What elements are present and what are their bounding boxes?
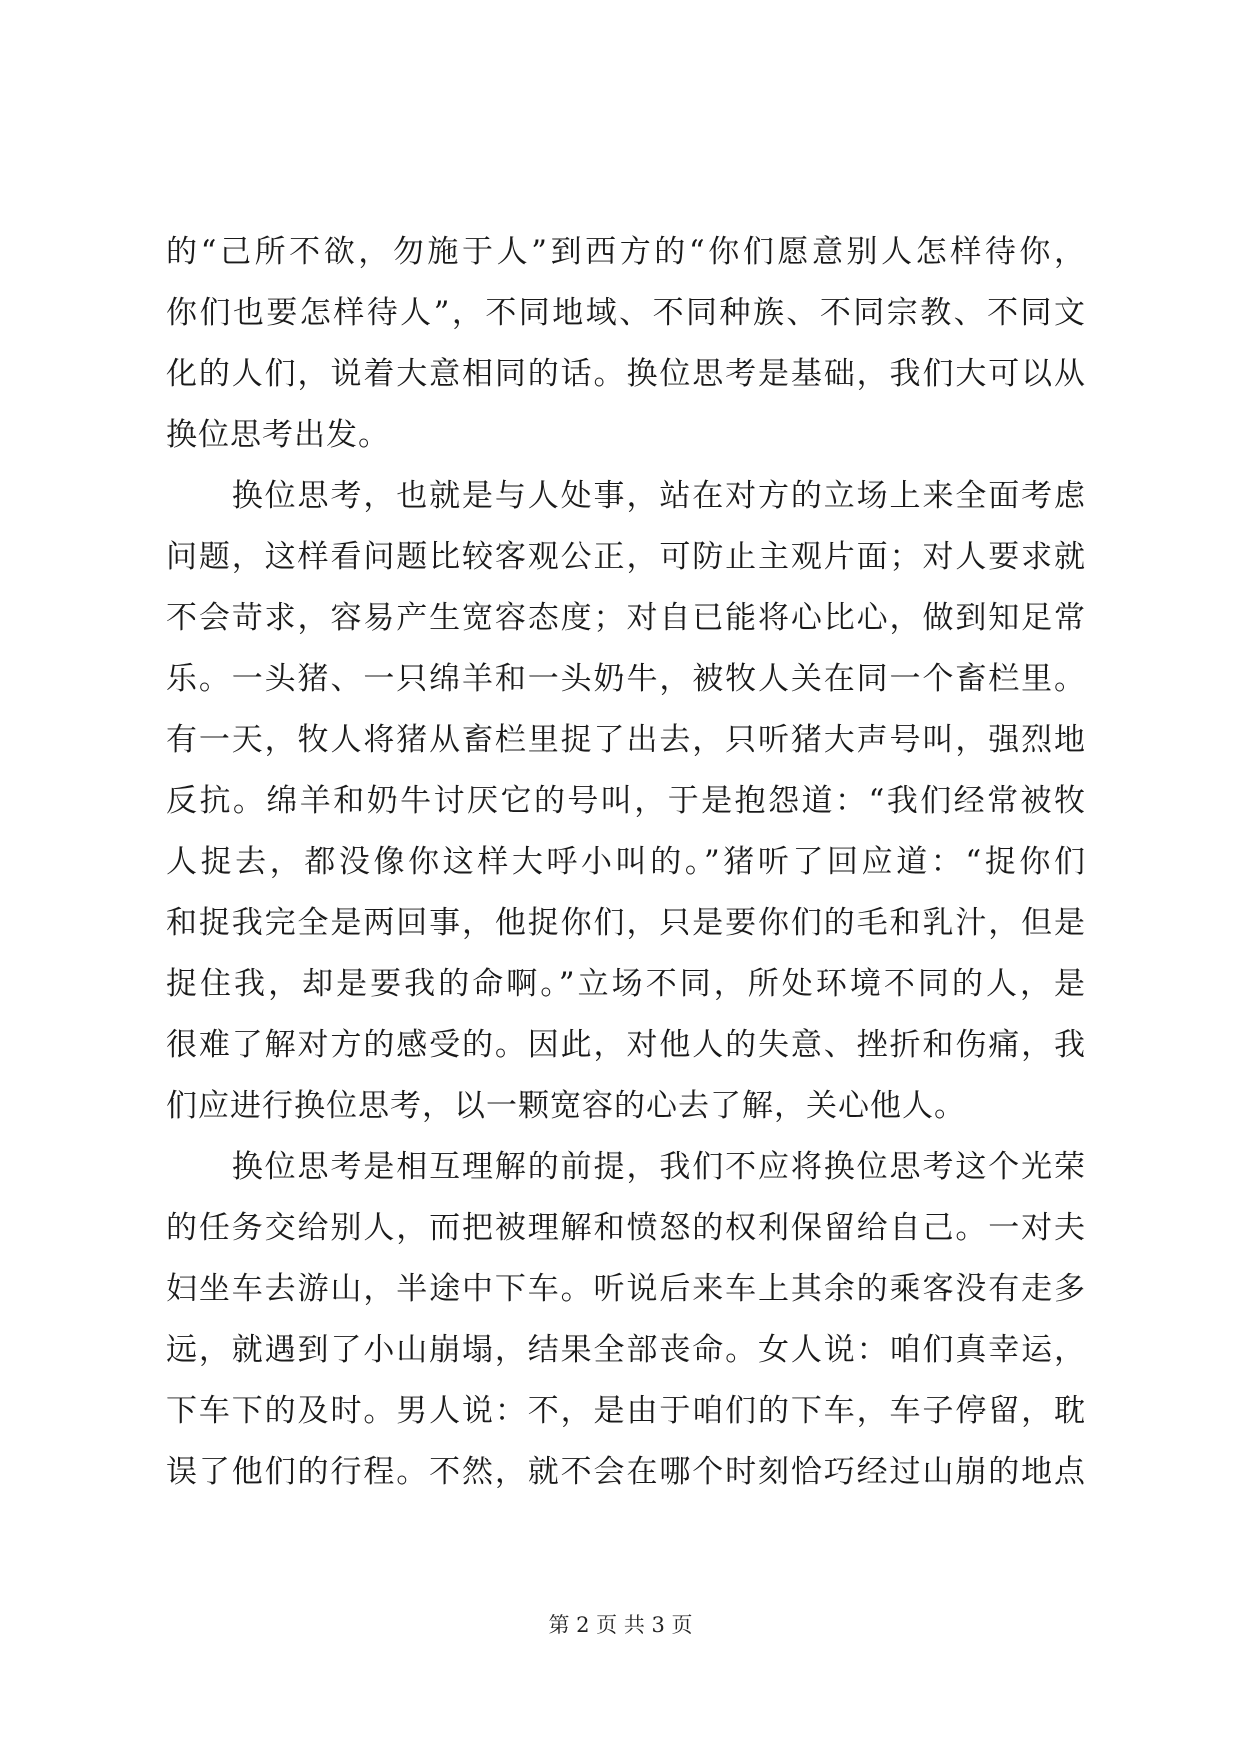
text-line: 有一天，牧人将猪从畜栏里捉了出去，只听猪大声号叫，强烈地 [166, 722, 1086, 758]
text-line: 换位思考出发。 [166, 417, 390, 453]
text-line: 换位思考是相互理解的前提，我们不应将换位思考这个光荣 [166, 1149, 1086, 1185]
page-footer: 第 2 页 共 3 页 [548, 1613, 693, 1637]
text-line: 的任务交给别人，而把被理解和愤怒的权利保留给自己。一对夫 [166, 1210, 1086, 1246]
text-line: 很难了解对方的感受的。因此，对他人的失意、挫折和伤痛，我 [166, 1027, 1086, 1063]
text-line: 和捉我完全是两回事，他捉你们，只是要你们的毛和乳汁，但是 [166, 905, 1086, 941]
text-line: 问题，这样看问题比较客观公正，可防止主观片面；对人要求就 [166, 539, 1086, 575]
text-line: 们应进行换位思考，以一颗宽容的心去了解，关心他人。 [166, 1088, 966, 1124]
text-line: 乐。一头猪、一只绵羊和一头奶牛，被牧人关在同一个畜栏里。 [166, 661, 1086, 697]
text-line: 的“己所不欲，勿施于人”到西方的“你们愿意别人怎样待你， [166, 234, 1086, 270]
text-line: 远，就遇到了小山崩塌，结果全部丧命。女人说：咱们真幸运， [166, 1332, 1086, 1368]
text-line: 不会苛求，容易产生宽容态度；对自已能将心比心，做到知足常 [166, 600, 1086, 636]
text-line: 换位思考，也就是与人处事，站在对方的立场上来全面考虑 [166, 478, 1086, 514]
text-line: 你们也要怎样待人”，不同地域、不同种族、不同宗教、不同文 [166, 295, 1086, 331]
text-line: 捉住我，却是要我的命啊。”立场不同，所处环境不同的人，是 [166, 966, 1086, 1002]
text-line: 化的人们，说着大意相同的话。换位思考是基础，我们大可以从 [166, 356, 1086, 392]
text-line: 反抗。绵羊和奶牛讨厌它的号叫，于是抱怨道：“我们经常被牧 [166, 783, 1086, 819]
text-line: 误了他们的行程。不然，就不会在哪个时刻恰巧经过山崩的地点 [166, 1454, 1086, 1490]
body-text [166, 222, 1086, 1503]
text-line: 妇坐车去游山，半途中下车。听说后来车上其余的乘客没有走多 [166, 1271, 1086, 1307]
text-line: 人捉去，都没像你这样大呼小叫的。”猪听了回应道：“捉你们 [166, 844, 1086, 880]
text-line: 下车下的及时。男人说：不，是由于咱们的下车，车子停留，耽 [166, 1393, 1086, 1429]
